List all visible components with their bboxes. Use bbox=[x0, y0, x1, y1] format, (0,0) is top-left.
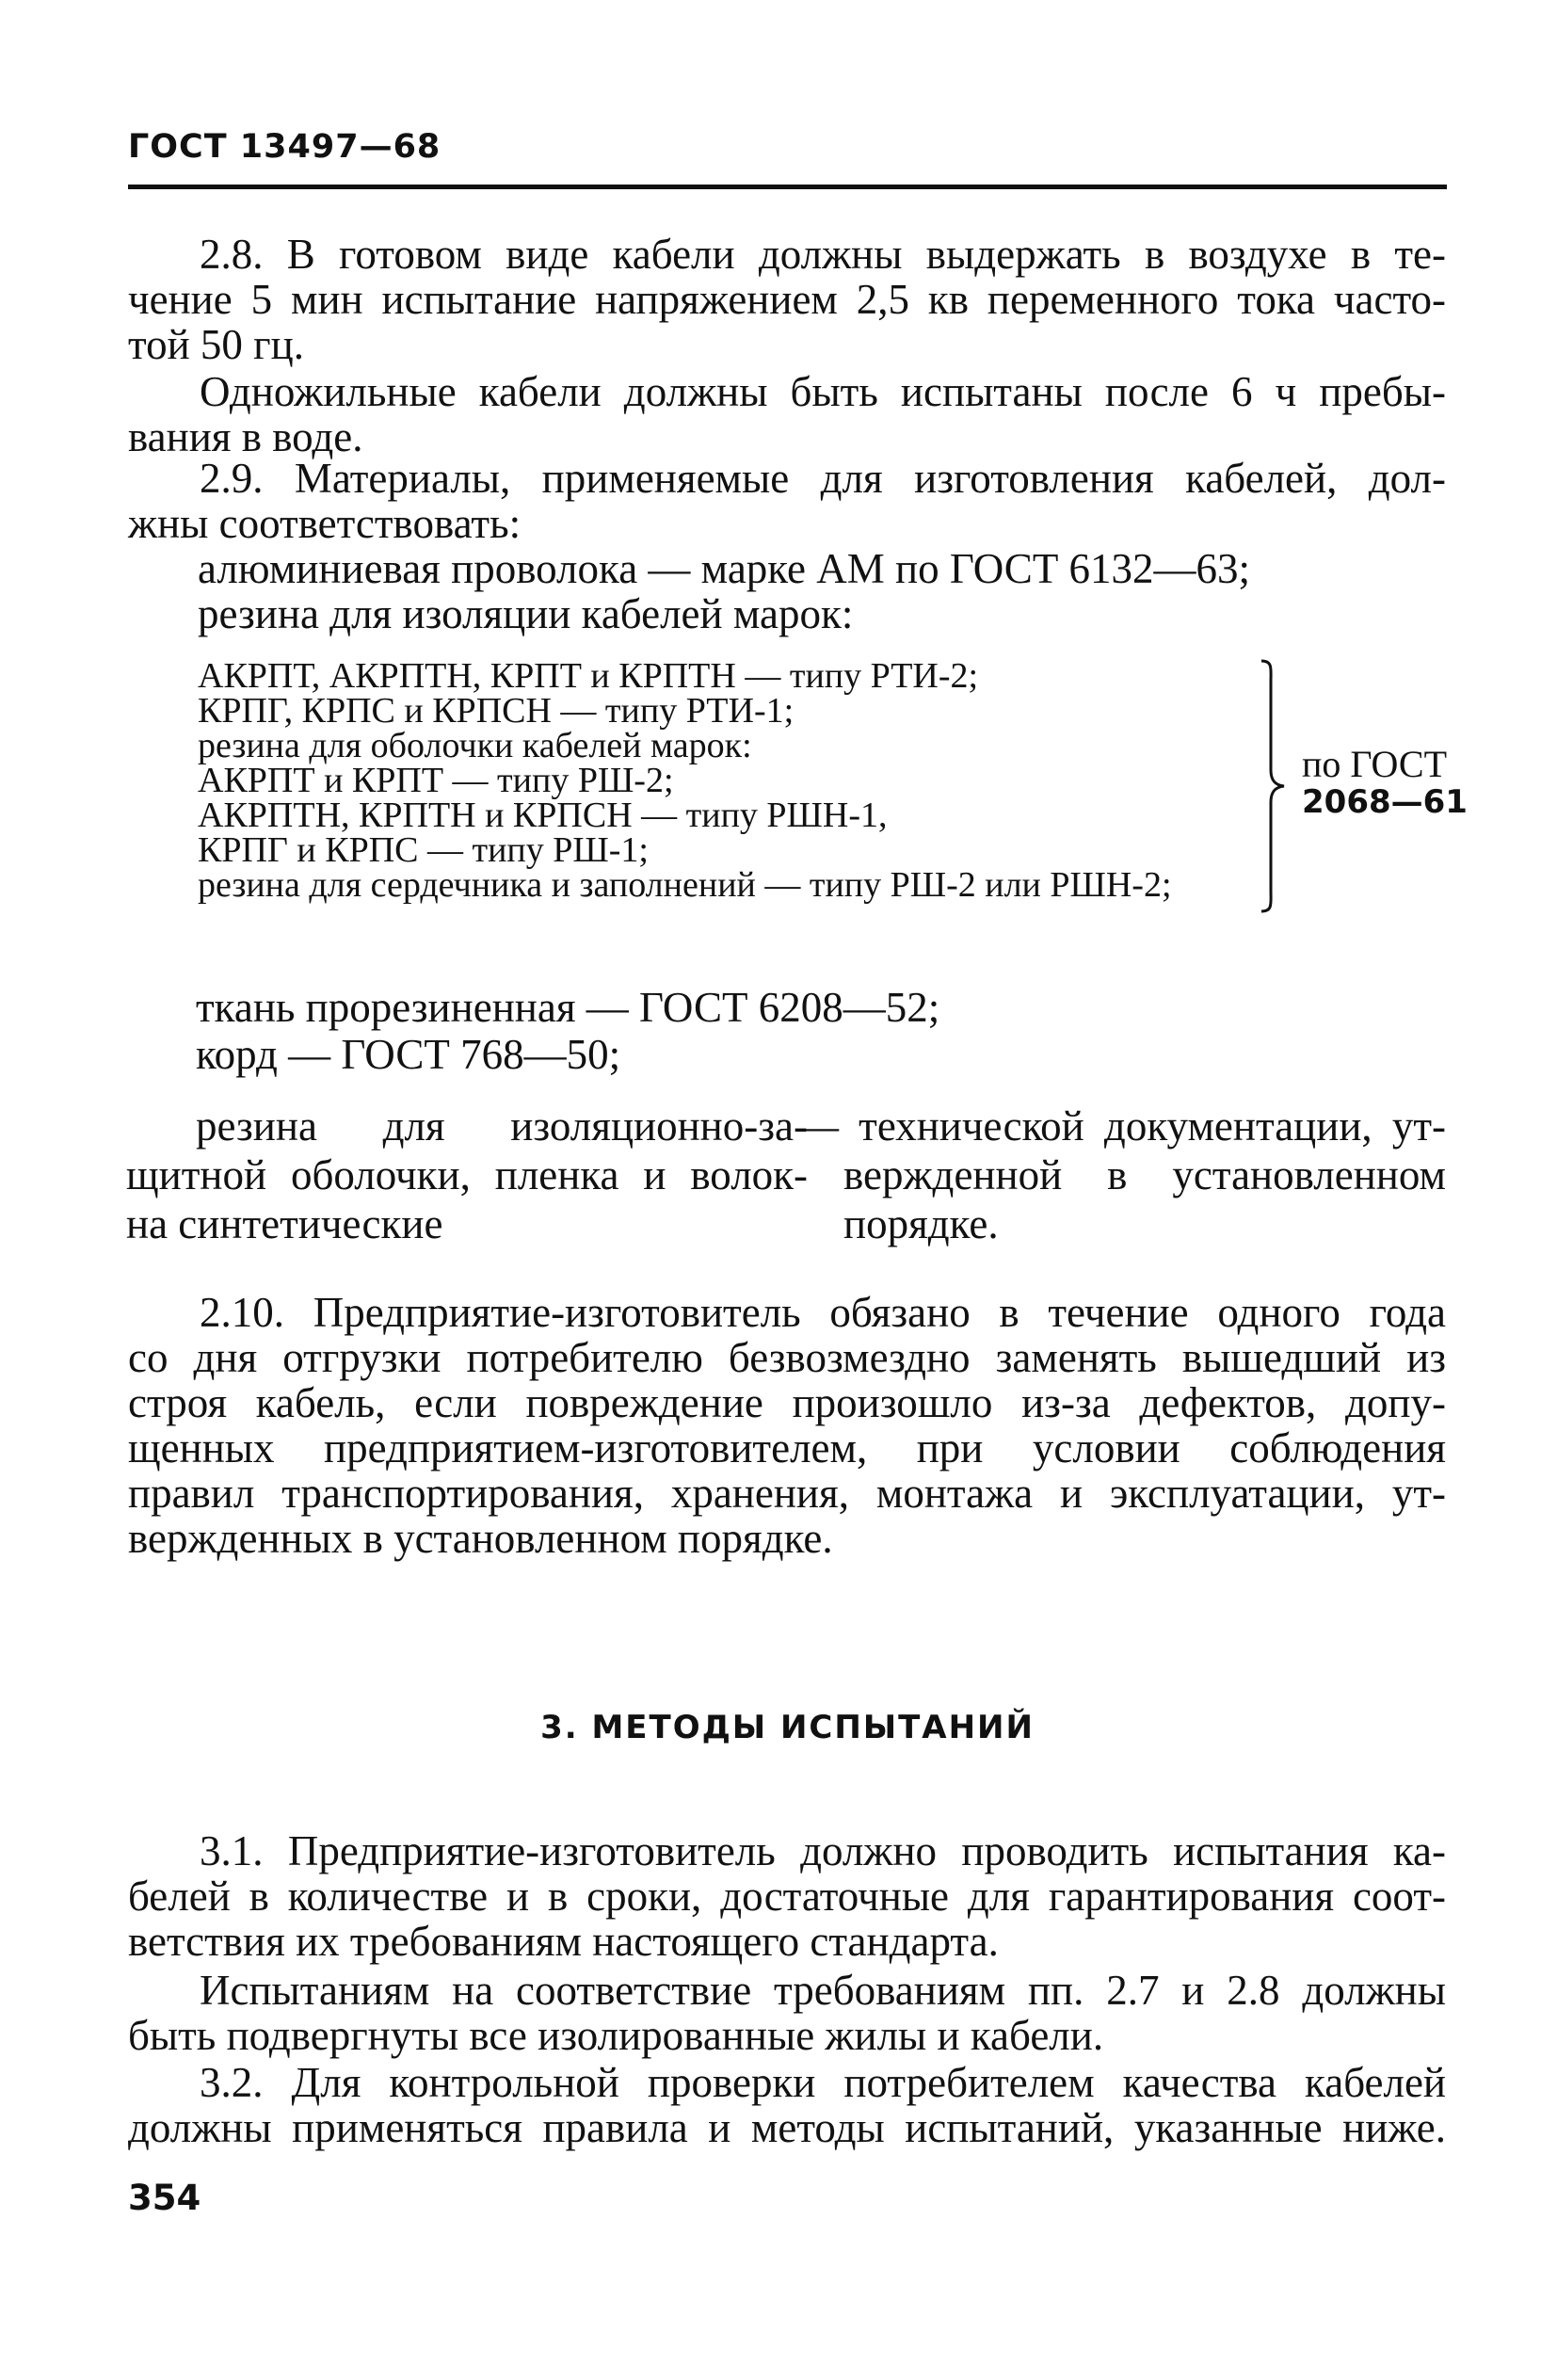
single-core-line-2: вания в воде. bbox=[128, 413, 363, 460]
materials-list bbox=[198, 656, 1271, 905]
tests-line-2: быть подвергнуты все изолированные жилы и кабели. bbox=[128, 2012, 1104, 2059]
rubber-right-line-3: порядке. bbox=[843, 1200, 999, 1247]
clause-2-10 bbox=[128, 1290, 1446, 1561]
clause-2-8 bbox=[128, 232, 1446, 367]
clause-2-9-line-1: 2.9. Материалы, применяемые для изготовления кабелей, дол- bbox=[200, 455, 1446, 502]
single-core-line-1: Одножильные кабели должны быть испытаны после 6 ч пребы- bbox=[200, 368, 1446, 415]
fabric-cord bbox=[196, 984, 1514, 1078]
rubber-protective-right bbox=[796, 1102, 1446, 1248]
rubber-right-line-1: — технической документации, ут- bbox=[796, 1102, 1446, 1150]
rubber-right-line-2: вержденной в установленном bbox=[843, 1151, 1446, 1198]
rubber-protective-left bbox=[126, 1102, 825, 1248]
materials-line: резина для сердечника и заполнений — типу РШ-2 или РШН-2; bbox=[198, 865, 1172, 905]
clause-2-9 bbox=[128, 456, 1446, 636]
materials-line: АКРПТ и КРПТ — типу РШ-2; bbox=[198, 761, 674, 800]
materials-line: резина для оболочки кабелей марок: bbox=[198, 726, 752, 765]
clause-3-1-line: 3.1. Предприятие-изготовитель должно проводить испытания ка- bbox=[200, 1827, 1446, 1874]
materials-line: АКРПТН, КРПТН и КРПСН — типу РШН-1, bbox=[198, 796, 888, 835]
standard-reference bbox=[1302, 743, 1468, 821]
rubber-left-line-1: резина для изоляционно-за- bbox=[196, 1102, 808, 1150]
materials-line: КРПГ и КРПС — типу РШ-1; bbox=[198, 830, 649, 870]
cord-line: корд — ГОСТ 768—50; bbox=[196, 1031, 621, 1078]
clause-3-1-line: ветствия их требованиям настоящего стандарта. bbox=[128, 1918, 999, 1965]
reference-line-1: по ГОСТ bbox=[1302, 743, 1448, 785]
clause-2-10-line: 2.10. Предприятие-изготовитель обязано в течение одного года bbox=[200, 1289, 1446, 1336]
rubber-left-line-2: щитной оболочки, пленка и волок- bbox=[126, 1151, 808, 1198]
rubber-left-line-3: на синтетические bbox=[126, 1200, 443, 1247]
clause-3-2 bbox=[128, 2060, 1446, 2150]
clause-2-8-line-3: той 50 гц. bbox=[128, 321, 304, 368]
clause-3-1-line: белей в количестве и в сроки, достаточные для гарантирования соот- bbox=[128, 1873, 1446, 1920]
clause-2-9-line-2: жны соответствовать: bbox=[128, 500, 522, 547]
clause-3-2-line-1: 3.2. Для контрольной проверки потребителем качества кабелей bbox=[200, 2059, 1446, 2106]
tests-line-1: Испытаниям на соответствие требованиям пп. 2.7 и 2.8 должны bbox=[200, 1967, 1446, 2014]
clause-2-8-line-1: 2.8. В готовом виде кабели должны выдержать в воздухе в те- bbox=[200, 231, 1446, 278]
right-brace-icon bbox=[1260, 659, 1288, 913]
materials-line: АКРПТ, АКРПТН, КРПТ и КРПТН — типу РТИ-2; bbox=[198, 656, 979, 696]
rubber-insulation-line: резина для изоляции кабелей марок: bbox=[198, 590, 854, 637]
clause-2-10-line: со дня отгрузки потребителю безвозмездно заменять вышедший из bbox=[128, 1334, 1446, 1381]
fabric-line: ткань прорезиненная — ГОСТ 6208—52; bbox=[196, 984, 940, 1031]
clause-3-1-tests bbox=[128, 1968, 1446, 2058]
clause-2-10-line: строя кабель, если повреждение произошло из-за дефектов, допу- bbox=[128, 1379, 1446, 1426]
page-number: 354 bbox=[128, 2178, 201, 2218]
aluminum-wire-line: алюминиевая проволока — марке АМ по ГОСТ 6132—63; bbox=[198, 545, 1251, 592]
header-rule bbox=[128, 185, 1447, 189]
section-3-title: 3. МЕТОДЫ ИСПЫТАНИЙ bbox=[540, 1709, 1035, 1746]
clause-2-8-single-core bbox=[128, 369, 1446, 459]
clause-2-10-line: вержденных в установленном порядке. bbox=[128, 1515, 833, 1562]
clause-3-1 bbox=[128, 1828, 1446, 1964]
document-header-code: ГОСТ 13497—68 bbox=[128, 128, 441, 166]
clause-2-8-line-2: чение 5 мин испытание напряжением 2,5 кв переменного тока часто- bbox=[128, 276, 1446, 323]
clause-2-10-line: щенных предприятием-изготовителем, при условии соблюдения bbox=[128, 1424, 1446, 1471]
reference-line-2: 2068—61 bbox=[1302, 783, 1468, 821]
clause-3-2-line-2: должны применяться правила и методы испытаний, указанные ниже. bbox=[128, 2104, 1446, 2151]
clause-2-10-line: правил транспортирования, хранения, монтажа и эксплуатации, ут- bbox=[128, 1470, 1446, 1517]
materials-line: КРПГ, КРПС и КРПСН — типу РТИ-1; bbox=[198, 691, 795, 731]
